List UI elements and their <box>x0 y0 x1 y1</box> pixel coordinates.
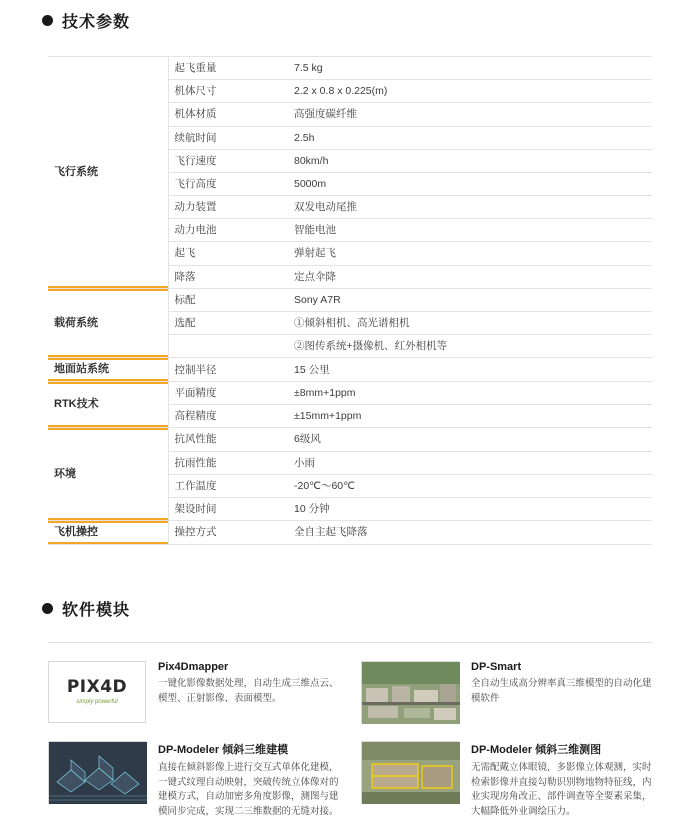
spec-value: 小雨 <box>288 451 652 474</box>
spec-key: 起飞重量 <box>168 57 288 80</box>
module-title: DP-Modeler 倾斜三维测图 <box>471 743 602 756</box>
spec-value: Sony A7R <box>288 288 652 311</box>
module-description: 直接在倾斜影像上进行交互式单体化建模，一键式纹理自动映射，突破传统立体像对的建模方式，自动加密多角度影像，测图与建模同步完成，实现二三维数据的无缝对接。 <box>158 761 339 818</box>
spec-key: 续航时间 <box>168 126 288 149</box>
spec-category: 飞行系统 <box>48 57 168 289</box>
software-module-card <box>48 741 339 820</box>
spec-key: 机体尺寸 <box>168 80 288 103</box>
spec-key: 标配 <box>168 288 288 311</box>
spec-value: 高强度碳纤维 <box>288 103 652 126</box>
spec-value: 5000m <box>288 172 652 195</box>
spec-key: 高程精度 <box>168 405 288 428</box>
spec-key: 操控方式 <box>168 521 288 545</box>
module-description: 全自动生成高分辨率真三维模型的自动化建模软件 <box>471 677 652 704</box>
module-text <box>158 741 339 820</box>
module-thumbnail <box>361 741 459 803</box>
table-row <box>48 521 652 545</box>
spec-key: 降落 <box>168 265 288 288</box>
table-row <box>48 358 652 382</box>
spec-value: 15 公里 <box>288 358 652 382</box>
table-row <box>48 428 652 451</box>
spec-value: ±15mm+1ppm <box>288 405 652 428</box>
software-module-card <box>361 661 652 723</box>
spec-value: 智能电池 <box>288 219 652 242</box>
module-text <box>471 661 652 723</box>
module-thumbnail <box>361 661 459 723</box>
pix4d-tagline: simply powerful <box>76 698 118 705</box>
spec-value: ±8mm+1ppm <box>288 382 652 405</box>
spec-key: 选配 <box>168 311 288 334</box>
module-thumbnail <box>48 741 146 803</box>
pix4d-logo: PIX4D <box>66 676 128 697</box>
spec-key: 抗风性能 <box>168 428 288 451</box>
module-thumbnail <box>48 661 146 723</box>
spec-key: 飞行速度 <box>168 149 288 172</box>
software-modules-wrap <box>0 642 700 820</box>
spec-key: 动力装置 <box>168 196 288 219</box>
spec-value: 弹射起飞 <box>288 242 652 265</box>
spec-key: 架设时间 <box>168 497 288 520</box>
spec-category: 飞机操控 <box>48 521 168 545</box>
spec-value: -20℃～60℃ <box>288 474 652 497</box>
section-title-spec: 技术参数 <box>62 14 131 31</box>
spec-category: 载荷系统 <box>48 288 168 358</box>
module-title: DP-Smart <box>471 660 522 673</box>
section-title-software: 软件模块 <box>62 601 131 619</box>
spec-value: 6级风 <box>288 428 652 451</box>
divider <box>48 642 652 643</box>
software-module-grid <box>48 661 652 820</box>
spec-category: RTK技术 <box>48 382 168 428</box>
spec-value: 80km/h <box>288 149 652 172</box>
spec-value: 2.2 x 0.8 x 0.225(m) <box>288 80 652 103</box>
spec-key: 动力电池 <box>168 219 288 242</box>
table-row <box>48 382 652 405</box>
section-heading-software <box>0 597 700 620</box>
module-description: 无需配戴立体眼镜，多影像立体观测，实时检索影像并直接勾勒识别物地物特征线，内业实现房角改正、部件调查等全要素采集，大幅降低外业调绘压力。 <box>471 761 652 818</box>
spec-table-wrap <box>0 56 700 545</box>
module-title: DP-Modeler 倾斜三维建模 <box>158 743 289 756</box>
module-title: Pix4Dmapper <box>158 660 229 673</box>
bullet-icon <box>42 603 53 614</box>
spec-key: 飞行高度 <box>168 172 288 195</box>
table-row <box>48 57 652 80</box>
software-module-card <box>48 661 339 723</box>
spec-value: 全自主起飞降落 <box>288 521 652 545</box>
module-text <box>158 661 339 723</box>
spec-value: ②图传系统+摄像机、红外相机等 <box>288 335 652 358</box>
spec-value: 7.5 kg <box>288 57 652 80</box>
spec-value: 10 分钟 <box>288 497 652 520</box>
module-text <box>471 741 652 820</box>
spec-key: 机体材质 <box>168 103 288 126</box>
spec-key: 控制半径 <box>168 358 288 382</box>
spec-value: ①倾斜相机、高光谱相机 <box>288 311 652 334</box>
module-description: 一键化影像数据处理，自动生成三维点云、模型、正射影像、表面模型。 <box>158 677 339 704</box>
bullet-icon <box>42 15 53 26</box>
spec-category: 环境 <box>48 428 168 521</box>
spec-table <box>48 56 652 545</box>
spec-key: 起飞 <box>168 242 288 265</box>
spec-key <box>168 335 288 358</box>
spec-value: 双发电动尾推 <box>288 196 652 219</box>
section-heading-spec <box>0 0 700 32</box>
spec-category: 地面站系统 <box>48 358 168 382</box>
spec-key: 平面精度 <box>168 382 288 405</box>
spec-value: 定点伞降 <box>288 265 652 288</box>
table-row <box>48 288 652 311</box>
spec-key: 工作温度 <box>168 474 288 497</box>
spec-value: 2.5h <box>288 126 652 149</box>
software-module-card <box>361 741 652 820</box>
spec-key: 抗雨性能 <box>168 451 288 474</box>
